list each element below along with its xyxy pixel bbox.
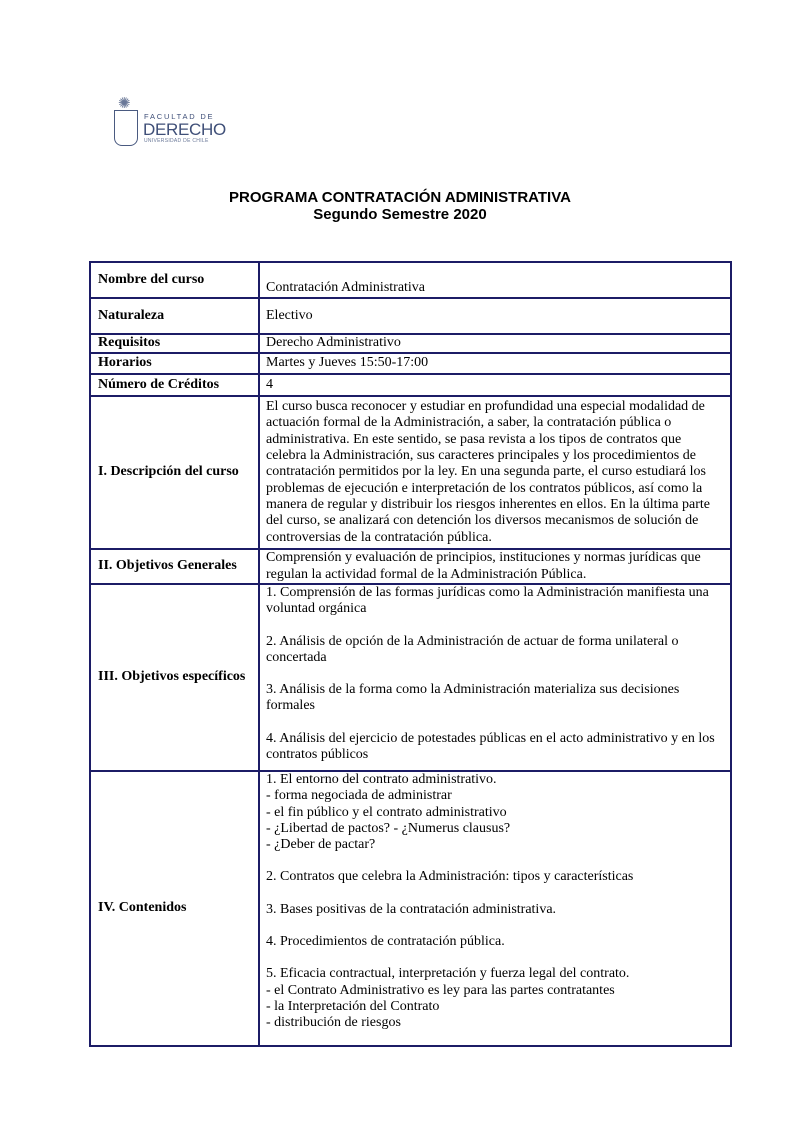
contenido-line: 5. Eficacia contractual, interpretación y fuerza legal del contrato. [266,966,630,982]
row-label: Número de Créditos [90,374,259,396]
table-row [90,771,731,1046]
course-table [89,261,732,1047]
table-row [90,549,731,584]
table-row [90,262,731,298]
objetivo-item: 1. Comprensión de las formas jurídicas como la Administración manifiesta una voluntad orgánica [266,585,709,617]
row-label: I. Descripción del curso [90,396,259,549]
contenido-line: - ¿Deber de pactar? [266,837,376,853]
row-value: Contratación Administrativa [259,262,731,298]
row-value: Electivo [259,298,731,334]
row-label: Naturaleza [90,298,259,334]
table-row [90,298,731,334]
contenido-line: - la Interpretación del Contrato [266,998,440,1014]
objetivos-list [259,584,731,771]
contenido-line: 4. Procedimientos de contratación pública. [266,934,505,950]
contenido-line: - forma negociada de administrar [266,788,452,804]
contenido-line: 2. Contratos que celebra la Administración: tipos y características [266,869,634,885]
row-label: Requisitos [90,334,259,353]
contenido-line: - el Contrato Administrativo es ley para las partes contratantes [266,982,615,998]
faculty-logo [114,96,234,152]
table-row [90,584,731,771]
row-label: Horarios [90,353,259,374]
row-label: III. Objetivos específicos [90,584,259,771]
objetivo-item: 4. Análisis del ejercicio de potestades públicas en el acto administrativo y en los contratos públicos [266,730,715,763]
row-value: El curso busca reconocer y estudiar en profundidad una especial modalidad de actuación formal de la Administración, a saber, la contratación pública o administrativa. En este sentido, se pasa revista a los tipos de contratos que celebra la Administración, sus caracteres principales y los procedimientos de contratación permitidos por la ley. En una segunda parte, el curso estudiará los problemas de ejecución e interpretación de los contratos públicos, así como la manera de regular y distribuir los riesgos inherentes en ellos. En la última parte del curso, se analizará con detención los diversos mecanismos de solución de controversias de la contratación pública. [259,396,731,549]
page-title [0,189,800,223]
row-label: Nombre del curso [90,262,259,298]
contenido-line: 3. Bases positivas de la contratación administrativa. [266,901,557,917]
crest-icon [114,110,138,146]
contenido-line: - distribución de riesgos [266,1015,401,1031]
table-row [90,353,731,374]
title-line1: PROGRAMA CONTRATACIÓN ADMINISTRATIVA [229,189,571,206]
row-value: Derecho Administrativo [259,334,731,353]
contenido-line: - ¿Libertad de pactos? - ¿Numerus clausus? [266,820,511,836]
contenidos-list [259,771,731,1046]
row-label: II. Objetivos Generales [90,549,259,584]
logo-line3: UNIVERSIDAD DE CHILE [144,138,209,144]
logo-line1: FACULTAD DE [144,112,215,121]
table-row [90,396,731,549]
row-value: 4 [259,374,731,396]
contenido-line: 1. El entorno del contrato administrativo. [266,772,497,787]
star-icon: ✺ [118,96,131,112]
table-row [90,374,731,396]
logo-line2: DERECHO [143,120,226,139]
title-line2: Segundo Semestre 2020 [313,206,487,223]
contenido-line: - el fin público y el contrato administrativo [266,804,507,820]
row-label: IV. Contenidos [90,771,259,1046]
objetivo-item: 2. Análisis de opción de la Administración de actuar de forma unilateral o concertada [266,633,679,665]
row-value: Martes y Jueves 15:50-17:00 [259,353,731,374]
table-row [90,334,731,353]
objetivo-item: 3. Análisis de la forma como la Administración materializa sus decisiones formales [266,682,680,714]
row-value: Comprensión y evaluación de principios, instituciones y normas jurídicas que regulan la actividad formal de la Administración Pública. [259,549,731,584]
